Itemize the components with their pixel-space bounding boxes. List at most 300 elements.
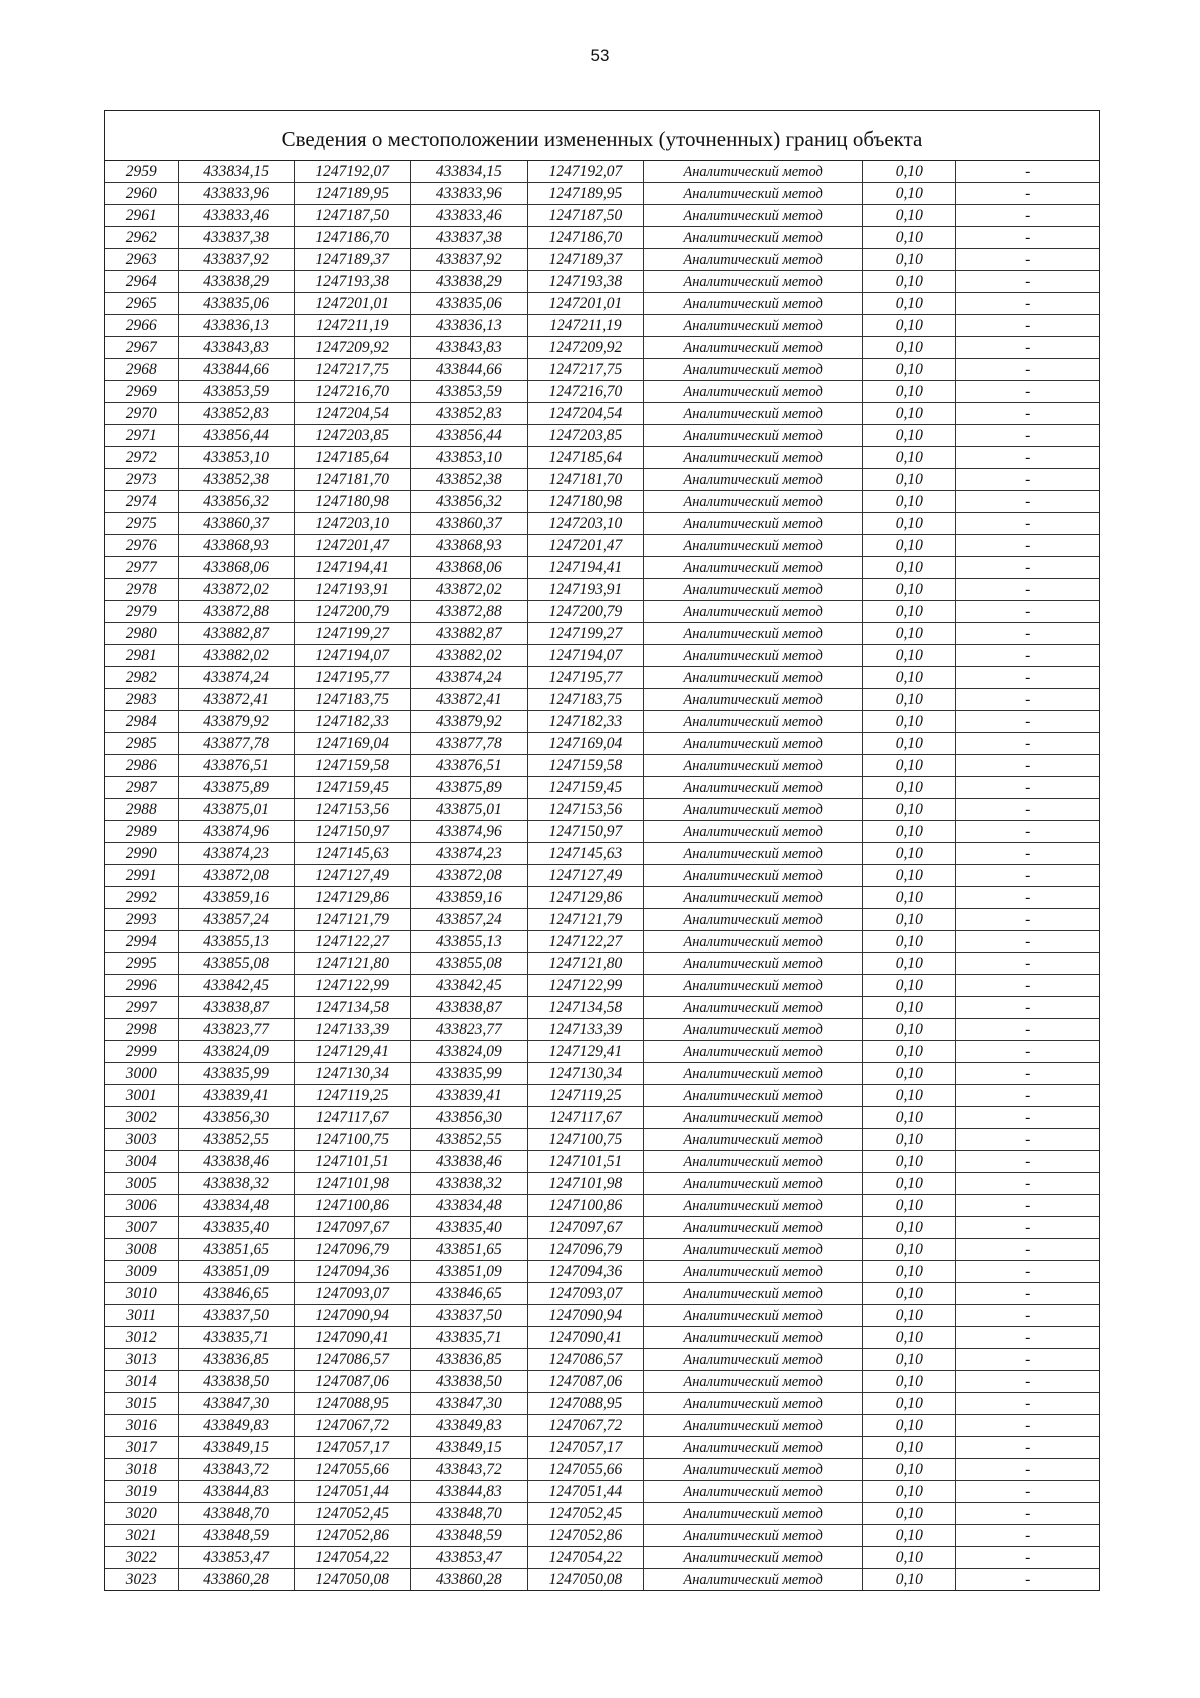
x-existing-cell: 433882,02 — [178, 645, 294, 667]
description-cell: - — [956, 1261, 1099, 1283]
table-row — [105, 1437, 1099, 1459]
precision-cell: 0,10 — [863, 293, 956, 315]
x-refined-cell: 433847,30 — [410, 1393, 527, 1415]
description-cell: - — [956, 887, 1099, 909]
y-existing-cell: 1247051,44 — [294, 1481, 410, 1503]
point-number-cell: 2973 — [105, 469, 178, 491]
x-existing-cell: 433856,44 — [178, 425, 294, 447]
table-row — [105, 1349, 1099, 1371]
table-row — [105, 821, 1099, 843]
method-cell: Аналитический метод — [644, 689, 863, 711]
point-number-cell: 3022 — [105, 1547, 178, 1569]
x-refined-cell: 433868,93 — [410, 535, 527, 557]
precision-cell: 0,10 — [863, 733, 956, 755]
x-refined-cell: 433853,10 — [410, 447, 527, 469]
y-existing-cell: 1247150,97 — [294, 821, 410, 843]
method-cell: Аналитический метод — [644, 403, 863, 425]
precision-cell: 0,10 — [863, 645, 956, 667]
method-cell: Аналитический метод — [644, 953, 863, 975]
table-row — [105, 777, 1099, 799]
description-cell: - — [956, 491, 1099, 513]
method-cell: Аналитический метод — [644, 293, 863, 315]
point-number-cell: 2996 — [105, 975, 178, 997]
method-cell: Аналитический метод — [644, 1415, 863, 1437]
table-row — [105, 1217, 1099, 1239]
precision-cell: 0,10 — [863, 1481, 956, 1503]
x-existing-cell: 433835,40 — [178, 1217, 294, 1239]
method-cell: Аналитический метод — [644, 997, 863, 1019]
precision-cell: 0,10 — [863, 1239, 956, 1261]
point-number-cell: 2961 — [105, 205, 178, 227]
description-cell: - — [956, 425, 1099, 447]
x-existing-cell: 433844,66 — [178, 359, 294, 381]
point-number-cell: 2988 — [105, 799, 178, 821]
method-cell: Аналитический метод — [644, 1261, 863, 1283]
y-refined-cell: 1247052,45 — [527, 1503, 643, 1525]
y-existing-cell: 1247100,75 — [294, 1129, 410, 1151]
y-existing-cell: 1247185,64 — [294, 447, 410, 469]
table-row — [105, 887, 1099, 909]
y-existing-cell: 1247192,07 — [294, 161, 410, 183]
description-cell: - — [956, 535, 1099, 557]
x-refined-cell: 433872,88 — [410, 601, 527, 623]
x-existing-cell: 433852,55 — [178, 1129, 294, 1151]
table-row — [105, 293, 1099, 315]
method-cell: Аналитический метод — [644, 249, 863, 271]
y-existing-cell: 1247204,54 — [294, 403, 410, 425]
method-cell: Аналитический метод — [644, 1327, 863, 1349]
x-refined-cell: 433879,92 — [410, 711, 527, 733]
precision-cell: 0,10 — [863, 799, 956, 821]
y-refined-cell: 1247153,56 — [527, 799, 643, 821]
method-cell: Аналитический метод — [644, 491, 863, 513]
precision-cell: 0,10 — [863, 1525, 956, 1547]
y-refined-cell: 1247187,50 — [527, 205, 643, 227]
x-existing-cell: 433859,16 — [178, 887, 294, 909]
method-cell: Аналитический метод — [644, 1173, 863, 1195]
point-number-cell: 2982 — [105, 667, 178, 689]
y-existing-cell: 1247159,58 — [294, 755, 410, 777]
description-cell: - — [956, 1195, 1099, 1217]
point-number-cell: 2963 — [105, 249, 178, 271]
method-cell: Аналитический метод — [644, 931, 863, 953]
description-cell: - — [956, 1305, 1099, 1327]
precision-cell: 0,10 — [863, 1041, 956, 1063]
point-number-cell: 2966 — [105, 315, 178, 337]
point-number-cell: 3012 — [105, 1327, 178, 1349]
point-number-cell: 2980 — [105, 623, 178, 645]
x-refined-cell: 433856,32 — [410, 491, 527, 513]
method-cell: Аналитический метод — [644, 315, 863, 337]
x-refined-cell: 433872,08 — [410, 865, 527, 887]
y-refined-cell: 1247086,57 — [527, 1349, 643, 1371]
table-row — [105, 469, 1099, 491]
y-existing-cell: 1247129,41 — [294, 1041, 410, 1063]
description-cell: - — [956, 557, 1099, 579]
y-existing-cell: 1247194,07 — [294, 645, 410, 667]
y-refined-cell: 1247057,17 — [527, 1437, 643, 1459]
x-existing-cell: 433848,59 — [178, 1525, 294, 1547]
x-existing-cell: 433838,87 — [178, 997, 294, 1019]
x-refined-cell: 433849,83 — [410, 1415, 527, 1437]
precision-cell: 0,10 — [863, 557, 956, 579]
x-existing-cell: 433853,47 — [178, 1547, 294, 1569]
x-existing-cell: 433882,87 — [178, 623, 294, 645]
precision-cell: 0,10 — [863, 1129, 956, 1151]
table-title: Сведения о местоположении измененных (уточненных) границ объекта — [105, 111, 1099, 161]
table-row — [105, 975, 1099, 997]
precision-cell: 0,10 — [863, 1019, 956, 1041]
table-row — [105, 1371, 1099, 1393]
precision-cell: 0,10 — [863, 1283, 956, 1305]
point-number-cell: 3016 — [105, 1415, 178, 1437]
point-number-cell: 2967 — [105, 337, 178, 359]
point-number-cell: 2998 — [105, 1019, 178, 1041]
y-refined-cell: 1247096,79 — [527, 1239, 643, 1261]
y-refined-cell: 1247193,91 — [527, 579, 643, 601]
description-cell: - — [956, 1525, 1099, 1547]
x-refined-cell: 433837,50 — [410, 1305, 527, 1327]
table-row — [105, 755, 1099, 777]
y-existing-cell: 1247121,80 — [294, 953, 410, 975]
description-cell: - — [956, 315, 1099, 337]
table-row — [105, 491, 1099, 513]
y-refined-cell: 1247122,99 — [527, 975, 643, 997]
x-existing-cell: 433835,71 — [178, 1327, 294, 1349]
y-existing-cell: 1247203,10 — [294, 513, 410, 535]
y-existing-cell: 1247217,75 — [294, 359, 410, 381]
y-refined-cell: 1247193,38 — [527, 271, 643, 293]
y-existing-cell: 1247133,39 — [294, 1019, 410, 1041]
precision-cell: 0,10 — [863, 997, 956, 1019]
table-row — [105, 1261, 1099, 1283]
x-refined-cell: 433843,83 — [410, 337, 527, 359]
method-cell: Аналитический метод — [644, 337, 863, 359]
table-row — [105, 733, 1099, 755]
y-existing-cell: 1247122,27 — [294, 931, 410, 953]
x-refined-cell: 433855,13 — [410, 931, 527, 953]
table-row — [105, 1415, 1099, 1437]
x-refined-cell: 433838,50 — [410, 1371, 527, 1393]
table-row — [105, 381, 1099, 403]
y-existing-cell: 1247193,91 — [294, 579, 410, 601]
precision-cell: 0,10 — [863, 315, 956, 337]
table-row — [105, 271, 1099, 293]
x-refined-cell: 433876,51 — [410, 755, 527, 777]
y-refined-cell: 1247201,01 — [527, 293, 643, 315]
y-refined-cell: 1247101,98 — [527, 1173, 643, 1195]
method-cell: Аналитический метод — [644, 799, 863, 821]
y-refined-cell: 1247090,94 — [527, 1305, 643, 1327]
x-refined-cell: 433859,16 — [410, 887, 527, 909]
precision-cell: 0,10 — [863, 821, 956, 843]
y-refined-cell: 1247127,49 — [527, 865, 643, 887]
precision-cell: 0,10 — [863, 667, 956, 689]
method-cell: Аналитический метод — [644, 1569, 863, 1591]
point-number-cell: 2986 — [105, 755, 178, 777]
description-cell: - — [956, 579, 1099, 601]
description-cell: - — [956, 711, 1099, 733]
description-cell: - — [956, 161, 1099, 183]
description-cell: - — [956, 403, 1099, 425]
y-existing-cell: 1247182,33 — [294, 711, 410, 733]
table-row — [105, 205, 1099, 227]
y-refined-cell: 1247182,33 — [527, 711, 643, 733]
x-refined-cell: 433837,92 — [410, 249, 527, 271]
y-refined-cell: 1247087,06 — [527, 1371, 643, 1393]
point-number-cell: 2976 — [105, 535, 178, 557]
precision-cell: 0,10 — [863, 469, 956, 491]
y-existing-cell: 1247067,72 — [294, 1415, 410, 1437]
table-row — [105, 1063, 1099, 1085]
y-existing-cell: 1247203,85 — [294, 425, 410, 447]
table-row — [105, 799, 1099, 821]
point-number-cell: 3010 — [105, 1283, 178, 1305]
description-cell: - — [956, 689, 1099, 711]
x-existing-cell: 433838,29 — [178, 271, 294, 293]
y-existing-cell: 1247169,04 — [294, 733, 410, 755]
table-row — [105, 359, 1099, 381]
x-refined-cell: 433853,59 — [410, 381, 527, 403]
x-refined-cell: 433874,23 — [410, 843, 527, 865]
y-existing-cell: 1247153,56 — [294, 799, 410, 821]
precision-cell: 0,10 — [863, 1195, 956, 1217]
y-refined-cell: 1247119,25 — [527, 1085, 643, 1107]
precision-cell: 0,10 — [863, 513, 956, 535]
x-refined-cell: 433844,66 — [410, 359, 527, 381]
x-existing-cell: 433838,50 — [178, 1371, 294, 1393]
precision-cell: 0,10 — [863, 1459, 956, 1481]
method-cell: Аналитический метод — [644, 887, 863, 909]
method-cell: Аналитический метод — [644, 1393, 863, 1415]
precision-cell: 0,10 — [863, 1349, 956, 1371]
x-existing-cell: 433856,30 — [178, 1107, 294, 1129]
precision-cell: 0,10 — [863, 623, 956, 645]
method-cell: Аналитический метод — [644, 1547, 863, 1569]
x-existing-cell: 433836,85 — [178, 1349, 294, 1371]
x-existing-cell: 433853,59 — [178, 381, 294, 403]
table-row — [105, 337, 1099, 359]
x-existing-cell: 433860,28 — [178, 1569, 294, 1591]
table-body — [105, 161, 1099, 1590]
point-number-cell: 3011 — [105, 1305, 178, 1327]
table-row — [105, 1305, 1099, 1327]
x-existing-cell: 433851,65 — [178, 1239, 294, 1261]
precision-cell: 0,10 — [863, 491, 956, 513]
method-cell: Аналитический метод — [644, 1481, 863, 1503]
x-existing-cell: 433842,45 — [178, 975, 294, 997]
x-existing-cell: 433843,72 — [178, 1459, 294, 1481]
y-existing-cell: 1247100,86 — [294, 1195, 410, 1217]
y-refined-cell: 1247189,95 — [527, 183, 643, 205]
x-refined-cell: 433842,45 — [410, 975, 527, 997]
x-existing-cell: 433875,89 — [178, 777, 294, 799]
x-refined-cell: 433838,29 — [410, 271, 527, 293]
x-existing-cell: 433844,83 — [178, 1481, 294, 1503]
description-cell: - — [956, 799, 1099, 821]
method-cell: Аналитический метод — [644, 755, 863, 777]
method-cell: Аналитический метод — [644, 777, 863, 799]
x-refined-cell: 433852,83 — [410, 403, 527, 425]
x-existing-cell: 433846,65 — [178, 1283, 294, 1305]
precision-cell: 0,10 — [863, 1217, 956, 1239]
method-cell: Аналитический метод — [644, 381, 863, 403]
point-number-cell: 2989 — [105, 821, 178, 843]
point-number-cell: 2991 — [105, 865, 178, 887]
x-refined-cell: 433875,01 — [410, 799, 527, 821]
y-refined-cell: 1247052,86 — [527, 1525, 643, 1547]
y-refined-cell: 1247183,75 — [527, 689, 643, 711]
method-cell: Аналитический метод — [644, 1305, 863, 1327]
y-existing-cell: 1247201,01 — [294, 293, 410, 315]
method-cell: Аналитический метод — [644, 645, 863, 667]
y-refined-cell: 1247194,07 — [527, 645, 643, 667]
description-cell: - — [956, 1459, 1099, 1481]
y-refined-cell: 1247216,70 — [527, 381, 643, 403]
y-refined-cell: 1247090,41 — [527, 1327, 643, 1349]
method-cell: Аналитический метод — [644, 227, 863, 249]
table-row — [105, 1393, 1099, 1415]
x-refined-cell: 433860,28 — [410, 1569, 527, 1591]
description-cell: - — [956, 1063, 1099, 1085]
point-number-cell: 3005 — [105, 1173, 178, 1195]
y-refined-cell: 1247100,75 — [527, 1129, 643, 1151]
y-existing-cell: 1247201,47 — [294, 535, 410, 557]
x-existing-cell: 433872,08 — [178, 865, 294, 887]
x-refined-cell: 433843,72 — [410, 1459, 527, 1481]
x-existing-cell: 433875,01 — [178, 799, 294, 821]
x-refined-cell: 433839,41 — [410, 1085, 527, 1107]
x-existing-cell: 433839,41 — [178, 1085, 294, 1107]
precision-cell: 0,10 — [863, 161, 956, 183]
y-refined-cell: 1247051,44 — [527, 1481, 643, 1503]
x-existing-cell: 433837,50 — [178, 1305, 294, 1327]
method-cell: Аналитический метод — [644, 447, 863, 469]
table-row — [105, 403, 1099, 425]
table-row — [105, 931, 1099, 953]
y-refined-cell: 1247121,80 — [527, 953, 643, 975]
point-number-cell: 3014 — [105, 1371, 178, 1393]
table-row — [105, 953, 1099, 975]
x-refined-cell: 433857,24 — [410, 909, 527, 931]
y-refined-cell: 1247203,85 — [527, 425, 643, 447]
x-refined-cell: 433824,09 — [410, 1041, 527, 1063]
x-refined-cell: 433835,99 — [410, 1063, 527, 1085]
y-existing-cell: 1247180,98 — [294, 491, 410, 513]
x-refined-cell: 433874,24 — [410, 667, 527, 689]
y-refined-cell: 1247150,97 — [527, 821, 643, 843]
precision-cell: 0,10 — [863, 425, 956, 447]
y-existing-cell: 1247211,19 — [294, 315, 410, 337]
x-refined-cell: 433852,55 — [410, 1129, 527, 1151]
y-refined-cell: 1247199,27 — [527, 623, 643, 645]
description-cell: - — [956, 1085, 1099, 1107]
method-cell: Аналитический метод — [644, 513, 863, 535]
point-number-cell: 2981 — [105, 645, 178, 667]
precision-cell: 0,10 — [863, 1393, 956, 1415]
method-cell: Аналитический метод — [644, 623, 863, 645]
table-row — [105, 557, 1099, 579]
table-row — [105, 1041, 1099, 1063]
description-cell: - — [956, 1151, 1099, 1173]
x-refined-cell: 433856,30 — [410, 1107, 527, 1129]
table-row — [105, 1129, 1099, 1151]
y-existing-cell: 1247055,66 — [294, 1459, 410, 1481]
description-cell: - — [956, 1107, 1099, 1129]
x-refined-cell: 433877,78 — [410, 733, 527, 755]
y-refined-cell: 1247122,27 — [527, 931, 643, 953]
precision-cell: 0,10 — [863, 381, 956, 403]
description-cell: - — [956, 1437, 1099, 1459]
table-row — [105, 425, 1099, 447]
table-row — [105, 1503, 1099, 1525]
description-cell: - — [956, 931, 1099, 953]
y-refined-cell: 1247186,70 — [527, 227, 643, 249]
table-row — [105, 689, 1099, 711]
y-refined-cell: 1247093,07 — [527, 1283, 643, 1305]
precision-cell: 0,10 — [863, 1547, 956, 1569]
y-refined-cell: 1247094,36 — [527, 1261, 643, 1283]
description-cell: - — [956, 1371, 1099, 1393]
point-number-cell: 2992 — [105, 887, 178, 909]
x-refined-cell: 433838,87 — [410, 997, 527, 1019]
x-existing-cell: 433856,32 — [178, 491, 294, 513]
table-row — [105, 1327, 1099, 1349]
method-cell: Аналитический метод — [644, 733, 863, 755]
y-refined-cell: 1247129,86 — [527, 887, 643, 909]
point-number-cell: 2984 — [105, 711, 178, 733]
point-number-cell: 3008 — [105, 1239, 178, 1261]
table-row — [105, 513, 1099, 535]
y-refined-cell: 1247180,98 — [527, 491, 643, 513]
x-existing-cell: 433872,02 — [178, 579, 294, 601]
description-cell: - — [956, 667, 1099, 689]
x-refined-cell: 433848,59 — [410, 1525, 527, 1547]
point-number-cell: 2960 — [105, 183, 178, 205]
y-existing-cell: 1247117,67 — [294, 1107, 410, 1129]
description-cell: - — [956, 381, 1099, 403]
x-existing-cell: 433879,92 — [178, 711, 294, 733]
y-refined-cell: 1247054,22 — [527, 1547, 643, 1569]
y-existing-cell: 1247122,99 — [294, 975, 410, 997]
point-number-cell: 2985 — [105, 733, 178, 755]
point-number-cell: 2971 — [105, 425, 178, 447]
description-cell: - — [956, 601, 1099, 623]
y-existing-cell: 1247090,41 — [294, 1327, 410, 1349]
x-existing-cell: 433849,15 — [178, 1437, 294, 1459]
precision-cell: 0,10 — [863, 1327, 956, 1349]
description-cell: - — [956, 909, 1099, 931]
description-cell: - — [956, 1569, 1099, 1591]
description-cell: - — [956, 469, 1099, 491]
point-number-cell: 2959 — [105, 161, 178, 183]
table-row — [105, 535, 1099, 557]
x-refined-cell: 433872,41 — [410, 689, 527, 711]
y-refined-cell: 1247185,64 — [527, 447, 643, 469]
page-number: 53 — [590, 46, 610, 65]
table-row — [105, 1195, 1099, 1217]
precision-cell: 0,10 — [863, 975, 956, 997]
x-refined-cell: 433837,38 — [410, 227, 527, 249]
description-cell: - — [956, 1283, 1099, 1305]
x-existing-cell: 433860,37 — [178, 513, 294, 535]
description-cell: - — [956, 843, 1099, 865]
table-row — [105, 997, 1099, 1019]
precision-cell: 0,10 — [863, 337, 956, 359]
x-refined-cell: 433851,09 — [410, 1261, 527, 1283]
method-cell: Аналитический метод — [644, 1085, 863, 1107]
method-cell: Аналитический метод — [644, 183, 863, 205]
